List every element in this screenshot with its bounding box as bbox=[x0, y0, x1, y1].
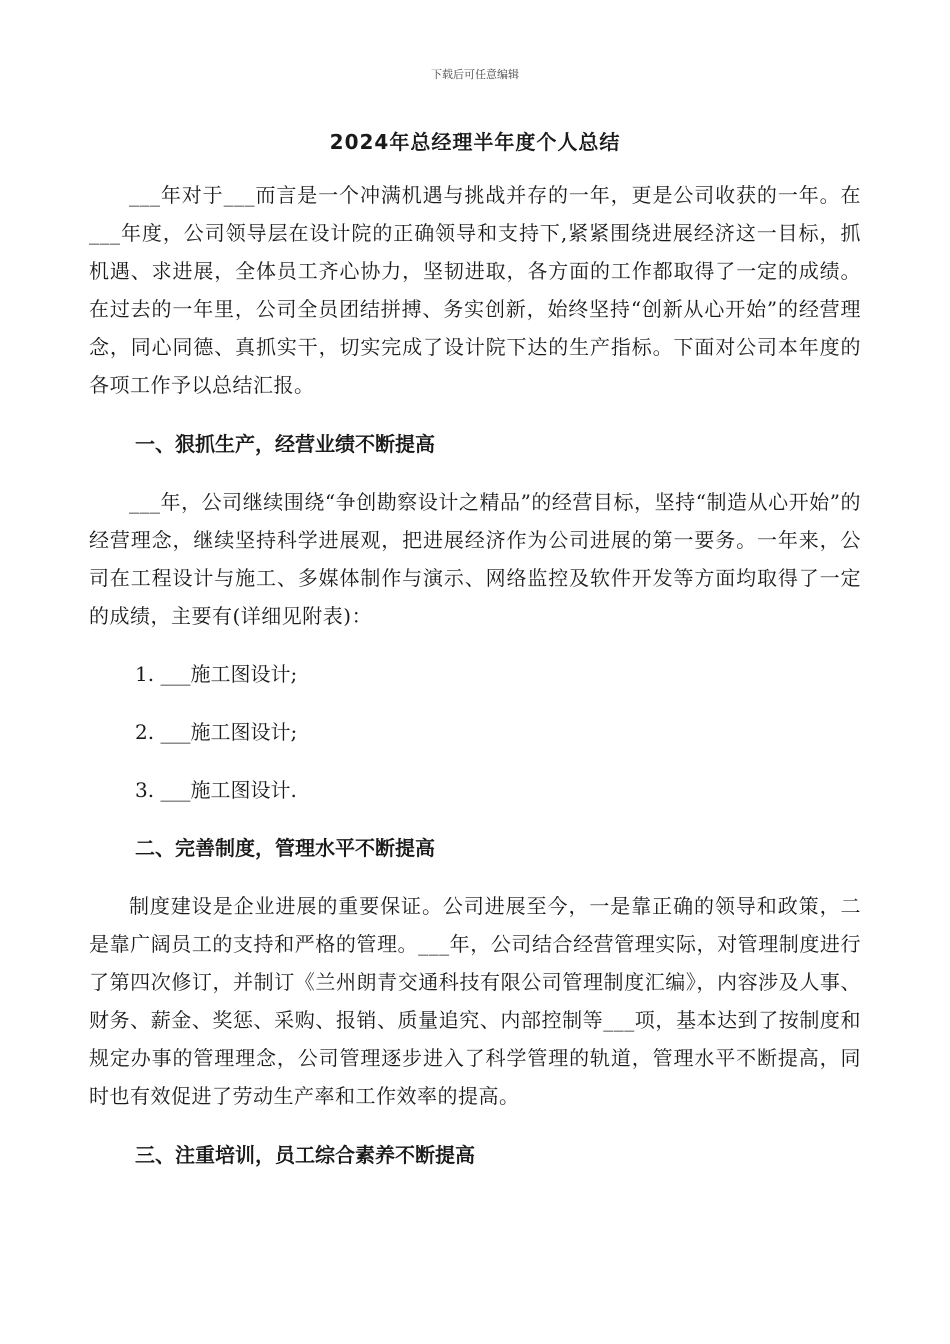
document-title: 2024年总经理半年度个人总结 bbox=[329, 130, 621, 154]
section-heading-2: 二、完善制度，管理水平不断提高 bbox=[135, 836, 435, 860]
document-body bbox=[89, 176, 861, 1174]
intro-paragraph: ___年对于___而言是一个冲满机遇与挑战并存的一年，更是公司收获的一年。在___年度，公司领导层在设计院的正确领导和支持下,紧紧围绕进展经济这一目标，抓机遇、求进展，全体员工齐心协力，坚韧进取，各方面的工作都取得了一定的成绩。在过去的一年里，公司全员团结拼搏、务实创新，始终坚持“创新从心开始”的经营理念，同心同德、真抓实干，切实完成了设计院下达的生产指标。下面对公司本年度的各项工作予以总结汇报。 bbox=[89, 183, 861, 397]
section1-paragraph: ___年，公司继续围绕“争创勘察设计之精品”的经营目标，坚持“制造从心开始”的经营理念，继续坚持科学进展观，把进展经济作为公司进展的第一要务。一年来，公司在工程设计与施工、多媒体制作与演示、网络监控及软件开发等方面均取得了一定的成绩，主要有(详细见附表)： bbox=[89, 490, 861, 628]
list-item-2: 2. ___施工图设计; bbox=[135, 720, 298, 744]
section-heading-3: 三、注重培训，员工综合素养不断提高 bbox=[135, 1143, 475, 1167]
list-item-3: 3. ___施工图设计. bbox=[135, 778, 297, 802]
header-note: 下载后可任意编辑 bbox=[431, 68, 519, 81]
section-heading-1: 一、狠抓生产，经营业绩不断提高 bbox=[135, 432, 435, 456]
section2-paragraph: 制度建设是企业进展的重要保证。公司进展至今，一是靠正确的领导和政策，二是靠广阔员工的支持和严格的管理。___年，公司结合经营管理实际，对管理制度进行了第四次修订，并制订《兰州朗青交通科技有限公司管理制度汇编》，内容涉及人事、财务、薪金、奖惩、采购、报销、质量追究、内部控制等___项，基本达到了按制度和规定办事的管理理念，公司管理逐步进入了科学管理的轨道，管理水平不断提高，同时也有效促进了劳动生产率和工作效率的提高。 bbox=[89, 894, 861, 1108]
list-item-1: 1. ___施工图设计; bbox=[135, 662, 298, 686]
